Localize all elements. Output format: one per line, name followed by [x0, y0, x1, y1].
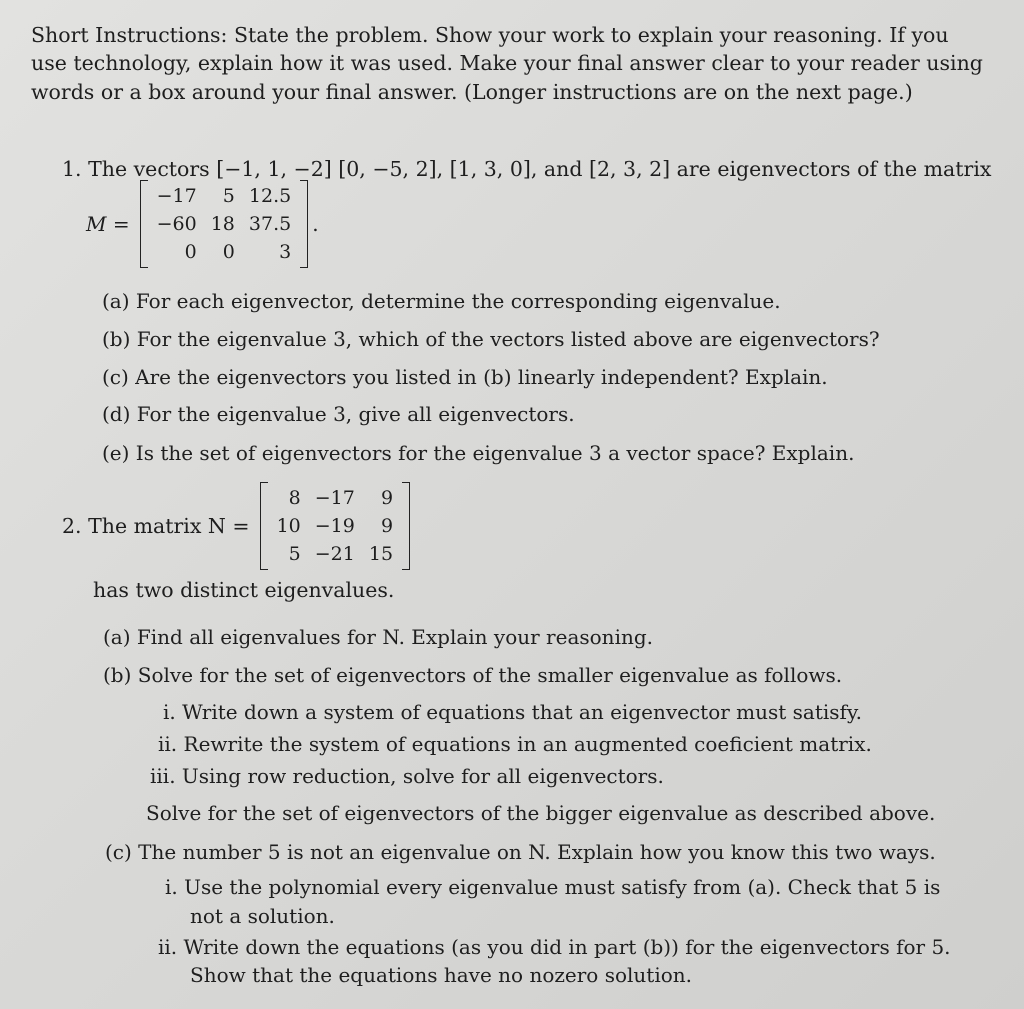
matrix-cell: 37.5	[248, 213, 292, 235]
problem-2c: (c) The number 5 is not an eigenvalue on N. Explain how you know this two ways.	[105, 840, 936, 864]
problem-2b-bigger: Solve for the set of eigenvectors of the bigger eigenvalue as described above.	[146, 801, 936, 825]
matrix-m-table	[150, 182, 299, 266]
problem-2c-ii-line2: Show that the equations have no nozero solution.	[190, 963, 692, 987]
matrix-cell: 5	[222, 185, 235, 207]
problem-2a: (a) Find all eigenvalues for N. Explain your reasoning.	[103, 625, 653, 649]
matrix-cell: 5	[288, 543, 301, 565]
matrix-cell: 3	[279, 241, 292, 263]
matrix-row	[270, 540, 400, 568]
matrix-m	[86, 180, 319, 268]
problem-2b-iii: iii. Using row reduction, solve for all eigenvectors.	[150, 764, 664, 788]
matrix-m-brackets	[140, 180, 309, 268]
instructions-line-3: words or a box around your final answer. (Longer instructions are on the next page.)	[31, 80, 913, 104]
problem-2c-ii-line1: ii. Write down the equations (as you did in part (b)) for the eigenvectors for 5.	[158, 935, 951, 959]
matrix-m-label: M =	[86, 212, 130, 236]
matrix-row	[150, 182, 299, 210]
matrix-cell: −21	[314, 543, 355, 565]
problem-2-intro: 2. The matrix N =	[62, 514, 250, 538]
matrix-n-brackets	[260, 482, 410, 570]
matrix-cell: 10	[276, 515, 301, 537]
matrix-n-block	[62, 482, 410, 570]
matrix-cell: −19	[314, 515, 355, 537]
matrix-cell: −60	[156, 213, 197, 235]
problem-2c-i-line2: not a solution.	[190, 904, 335, 928]
instructions-line-2: use technology, explain how it was used. Make your final answer clear to your reader using	[31, 51, 983, 75]
matrix-row	[270, 484, 400, 512]
matrix-cell: 9	[380, 487, 394, 509]
matrix-cell: −17	[314, 487, 355, 509]
matrix-cell: −17	[156, 185, 197, 207]
problem-1a: (a) For each eigenvector, determine the corresponding eigenvalue.	[102, 289, 781, 313]
problem-2c-i-line1: i. Use the polynomial every eigenvalue must satisfy from (a). Check that 5 is	[165, 875, 941, 899]
problem-1-intro: 1. The vectors [−1, 1, −2] [0, −5, 2], [1, 3, 0], and [2, 3, 2] are eigenvectors of the matrix	[62, 157, 992, 181]
problem-1e: (e) Is the set of eigenvectors for the eigenvalue 3 a vector space? Explain.	[102, 441, 855, 465]
matrix-cell: 12.5	[248, 185, 292, 207]
problem-1b: (b) For the eigenvalue 3, which of the vectors listed above are eigenvectors?	[102, 327, 880, 351]
matrix-cell: 18	[210, 213, 235, 235]
matrix-row	[150, 238, 299, 266]
matrix-n-table	[270, 484, 400, 568]
problem-2b: (b) Solve for the set of eigenvectors of the smaller eigenvalue as follows.	[103, 663, 843, 687]
instructions-line-1: Short Instructions: State the problem. Show your work to explain your reasoning. If you	[31, 23, 949, 47]
problem-1c: (c) Are the eigenvectors you listed in (b) linearly independent? Explain.	[102, 365, 828, 389]
matrix-row	[150, 210, 299, 238]
matrix-cell: 8	[288, 487, 301, 509]
problem-2-statement: has two distinct eigenvalues.	[93, 578, 395, 602]
problem-2b-i: i. Write down a system of equations that an eigenvector must satisfy.	[163, 700, 862, 724]
problem-2b-ii: ii. Rewrite the system of equations in an augmented coeficient matrix.	[158, 732, 872, 756]
matrix-cell: 0	[222, 241, 235, 263]
matrix-cell: 15	[368, 543, 394, 565]
matrix-cell: 0	[184, 241, 197, 263]
matrix-row	[270, 512, 400, 540]
matrix-cell: 9	[380, 515, 394, 537]
problem-1d: (d) For the eigenvalue 3, give all eigenvectors.	[102, 402, 575, 426]
matrix-m-period: .	[312, 212, 319, 236]
